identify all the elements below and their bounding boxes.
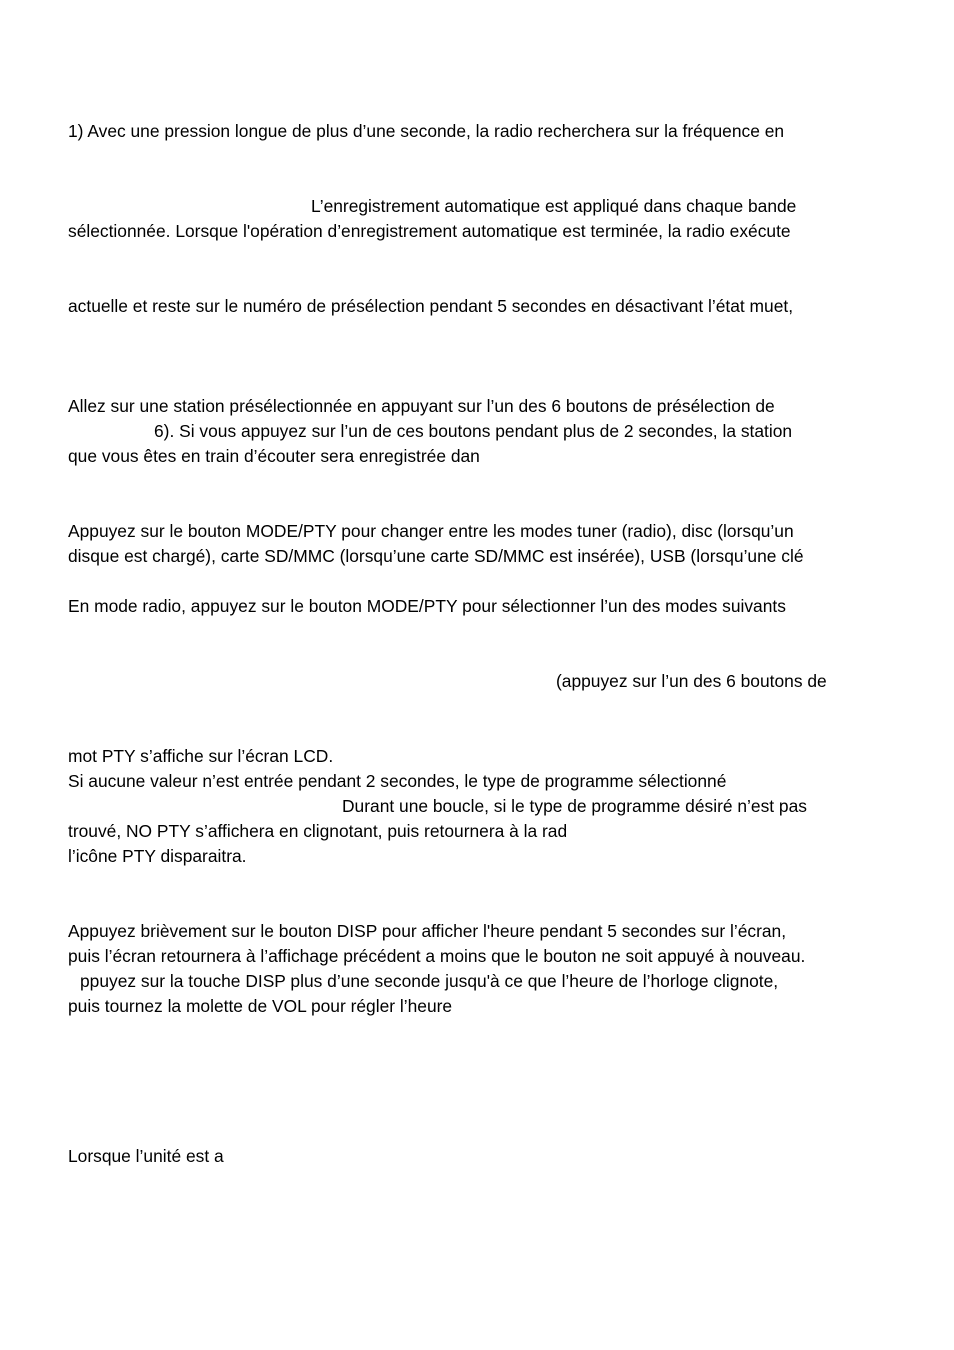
text-line-2: L’enregistrement automatique est appliqué dans chaque bande — [311, 196, 797, 216]
text-line-18: puis l’écran retournera à l’affichage précédent a moins que le bouton ne soit appuyé à nouveau. — [68, 946, 806, 966]
text-line-1: 1) Avec une pression longue de plus d’une seconde, la radio recherchera sur la fréquence en — [68, 121, 785, 141]
text-line-17: Appuyez brièvement sur le bouton DISP pour afficher l'heure pendant 5 secondes sur l’écran, — [68, 921, 787, 941]
text-line-7: que vous êtes en train d’écouter sera enregistrée dan — [68, 446, 480, 466]
text-line-16: l’icône PTY disparaitra. — [68, 846, 247, 866]
text-line-5: Allez sur une station présélectionnée en appuyant sur l’un des 6 boutons de présélection de — [68, 396, 775, 416]
text-line-4: actuelle et reste sur le numéro de présélection pendant 5 secondes en désactivant l’état muet, — [68, 296, 794, 316]
text-line-19: ppuyez sur la touche DISP plus d’une seconde jusqu'à ce que l’heure de l’horloge clignote, — [80, 971, 779, 991]
text-line-3: sélectionnée. Lorsque l'opération d’enregistrement automatique est terminée, la radio exécute — [68, 221, 791, 241]
text-line-8: Appuyez sur le bouton MODE/PTY pour changer entre les modes tuner (radio), disc (lorsqu’un — [68, 521, 794, 541]
text-line-13: Si aucune valeur n’est entrée pendant 2 secondes, le type de programme sélectionné — [68, 771, 727, 791]
text-line-9: disque est chargé), carte SD/MMC (lorsqu’une carte SD/MMC est insérée), USB (lorsqu’une clé — [68, 546, 804, 566]
text-line-20: puis tournez la molette de VOL pour régler l’heure — [68, 996, 453, 1016]
text-line-15: trouvé, NO PTY s’affichera en clignotant, puis retournera à la rad — [68, 821, 568, 841]
text-line-10: En mode radio, appuyez sur le bouton MODE/PTY pour sélectionner l’un des modes suivants — [68, 596, 786, 616]
text-line-14: Durant une boucle, si le type de programme désiré n’est pas — [342, 796, 807, 816]
text-line-6: 6). Si vous appuyez sur l’un de ces boutons pendant plus de 2 secondes, la station — [154, 421, 793, 441]
text-line-21: Lorsque l’unité est a — [68, 1146, 224, 1166]
text-line-11: (appuyez sur l’un des 6 boutons de — [556, 671, 827, 691]
text-line-12: mot PTY s’affiche sur l’écran LCD. — [68, 746, 334, 766]
